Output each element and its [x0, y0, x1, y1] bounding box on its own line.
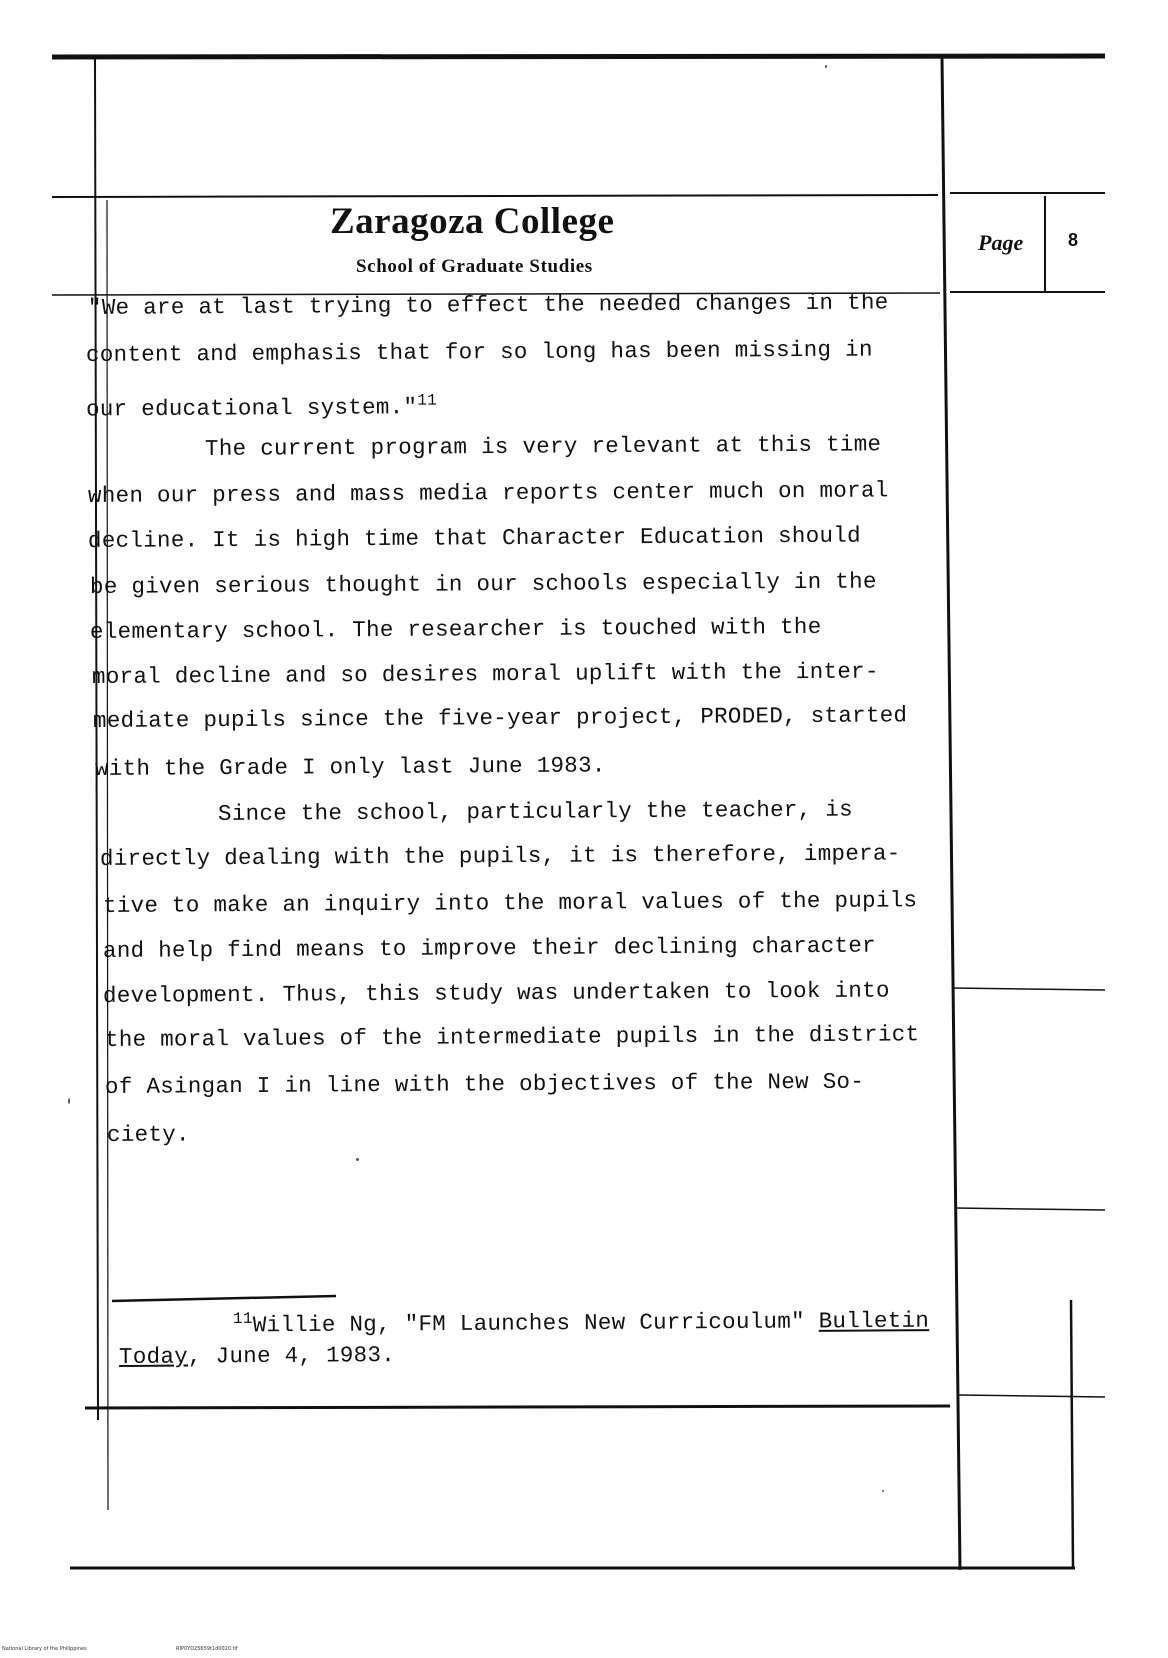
body-line: content and emphasis that for so long has been missing in [85, 336, 873, 368]
footnote [233, 1301, 929, 1338]
archive-filename: RIP0YD25659t1d0020.tif [176, 1646, 238, 1652]
body-line: of Asingan I in line with the objectives of the New So- [104, 1068, 865, 1100]
footnote-source-part2: Today [118, 1343, 189, 1370]
page-label: Page [978, 230, 1024, 255]
body-line: tive to make an inquiry into the moral values of the pupils [102, 887, 918, 919]
footnote-date: , June 4, 1983. [187, 1342, 396, 1370]
body-line: elementary school. The researcher is touched with the [89, 613, 822, 645]
body-line: decline. It is high time that Character Education should [87, 522, 862, 554]
body-line: ciety. [106, 1121, 190, 1148]
body-line: and help find means to improve their declining character [102, 932, 877, 964]
scan-speck [356, 1158, 359, 1161]
footnote-number: 11 [232, 1309, 253, 1328]
archive-credit: National Library of the Philippines [2, 1646, 87, 1652]
scan-speck [68, 1098, 70, 1104]
college-name: Zaragoza College [330, 201, 615, 242]
scan-speck [825, 65, 827, 68]
body-line [86, 388, 437, 423]
body-line: The current program is very relevant at this time [204, 431, 882, 462]
body-line: the moral values of the intermediate pupils in the district [104, 1021, 920, 1053]
footnote-source-part1: Bulletin [818, 1307, 930, 1335]
body-line: Since the school, particularly the teacher, is [217, 796, 853, 827]
footnote-continuation [119, 1342, 395, 1370]
body-line: when our press and mass media reports center much on moral [87, 477, 889, 509]
body-line: directly dealing with the pupils, it is therefore, impera- [99, 840, 901, 872]
page-number: 8 [1068, 230, 1079, 250]
body-line: development. Thus, this study was undertaken to look into [102, 977, 890, 1009]
school-name: School of Graduate Studies [356, 256, 593, 277]
footnote-ref: 11 [417, 391, 438, 410]
footnote-text: Willie Ng, "FM Launches New Curricoulum" [252, 1308, 819, 1339]
body-line-text: our educational system." [85, 394, 418, 423]
body-line: be given serious thought in our schools especially in the [89, 568, 877, 600]
body-line: "We are at last trying to effect the needed changes in the [87, 289, 889, 321]
body-line: with the Grade I only last June 1983. [94, 752, 606, 782]
body-line: mediate pupils since the five-year project, PRODED, started [92, 702, 908, 734]
body-line: moral decline and so desires moral uplift with the inter- [91, 658, 879, 690]
scan-speck [882, 1490, 884, 1492]
